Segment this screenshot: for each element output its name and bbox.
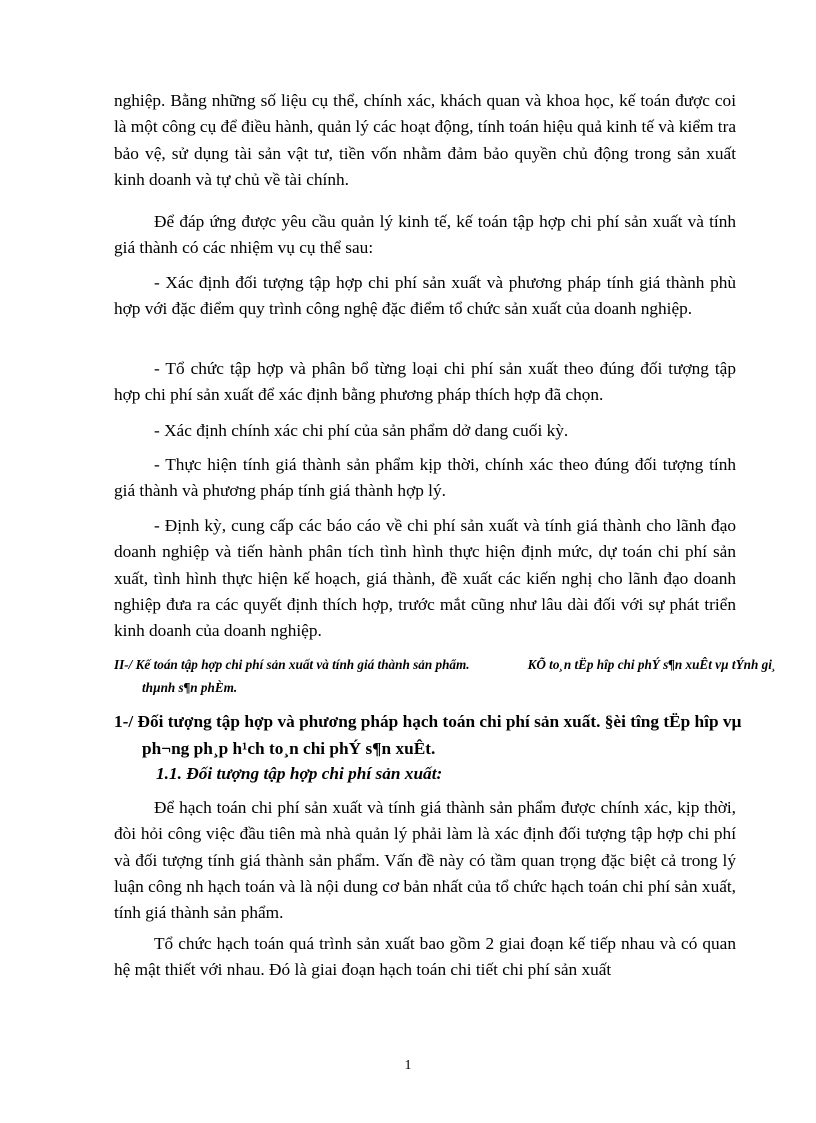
section-heading-ii-garbled: KÕ to¸n tËp hîp chi phÝ s¶n xuÊt vµ tÝnh gi¸ thµnh s¶n phÈm. bbox=[142, 657, 777, 695]
paragraph-task-4: - Thực hiện tính giá thành sản phẩm kịp thời, chính xác theo đúng đối tượng tính giá thành và phương pháp tính giá thành hợp lý. bbox=[114, 455, 736, 501]
paragraph-task-1: - Xác định đối tượng tập hợp chi phí sản xuất và phương pháp tính giá thành phù hợp với đặc điểm quy trình công nghệ đặc điểm tổ chức sản xuất của doanh nghiệp. bbox=[114, 273, 736, 319]
subsection-heading-1-1: 1.1. Đối tượng tập hợp chi phí sản xuất: bbox=[156, 764, 443, 783]
paragraph-accounting-role: nghiệp. Bằng những số liệu cụ thể, chính xác, khách quan và khoa học, kế toán được coi là một công cụ để điều hành, quản lý các hoạt động, tính toán hiệu quả kinh tế và kiểm tra bảo vệ, sử dụng tài sản vật tư, tiền vốn nhằm đảm bảo quyền chủ động trong sản xuất kinh doanh và tự chủ về tài chính. bbox=[114, 91, 736, 189]
section-heading-ii-text: II-/ Kế toán tập hợp chi phí sản xuất và tính giá thành sản phẩm. bbox=[114, 657, 470, 672]
page-number: 1 bbox=[404, 1058, 412, 1073]
section-heading-ii bbox=[114, 653, 782, 699]
paragraph-accounting-stages: Tổ chức hạch toán quá trình sản xuất bao gồm 2 giai đoạn kế tiếp nhau và có quan hệ mật thiết với nhau. Đó là giai đoạn hạch toán chi tiết chi phí sản xuất bbox=[114, 934, 736, 980]
paragraph-task-3: - Xác định chính xác chi phí của sản phẩm dở dang cuối kỳ. bbox=[154, 421, 569, 440]
section-heading-1-text: 1-/ Đối tượng tập hợp và phương pháp hạch toán chi phí sản xuất. bbox=[114, 712, 601, 731]
section-heading-1-garbled: §èi tîng tËp hîp vµ ph¬ng ph¸p h¹ch to¸n chi phÝ s¶n xuÊt. bbox=[142, 712, 742, 758]
paragraph-requirements-intro: Để đáp ứng được yêu cầu quản lý kinh tế, kế toán tập hợp chi phí sản xuất và tính giá thành có các nhiệm vụ cụ thể sau: bbox=[114, 212, 736, 258]
paragraph-task-5: - Định kỳ, cung cấp các báo cáo về chi phí sản xuất và tính giá thành cho lãnh đạo doanh nghiệp và tiến hành phân tích tình hình thực hiện định mức, dự toán chi phí sản xuất, tình hình thực hiện kế hoạch, giá thành, đề xuất các kiến nghị cho lãnh đạo doanh nghiệp đưa ra các quyết định thích hợp, trước mắt cũng như lâu dài đối với sự phát triển kinh doanh của doanh nghiệp. bbox=[114, 516, 736, 641]
section-heading-1 bbox=[114, 709, 764, 762]
paragraph-task-2: - Tổ chức tập hợp và phân bổ từng loại chi phí sản xuất theo đúng đối tượng tập hợp chi phí sản xuất để xác định bằng phương pháp thích hợp đã chọn. bbox=[114, 359, 736, 405]
paragraph-cost-object: Để hạch toán chi phí sản xuất và tính giá thành sản phẩm được chính xác, kịp thời, đòi hỏi công việc đầu tiên mà nhà quản lý phải làm là xác định đối tượng tập hợp chi phí và đối tượng tính giá thành sản phẩm. Vấn đề này có tầm quan trọng đặc biệt cả trong lý luận công nh hạch toán và là nội dung cơ bản nhất của tổ chức hạch toán chi phí sản xuất, tính giá thành sản phẩm. bbox=[114, 798, 736, 923]
